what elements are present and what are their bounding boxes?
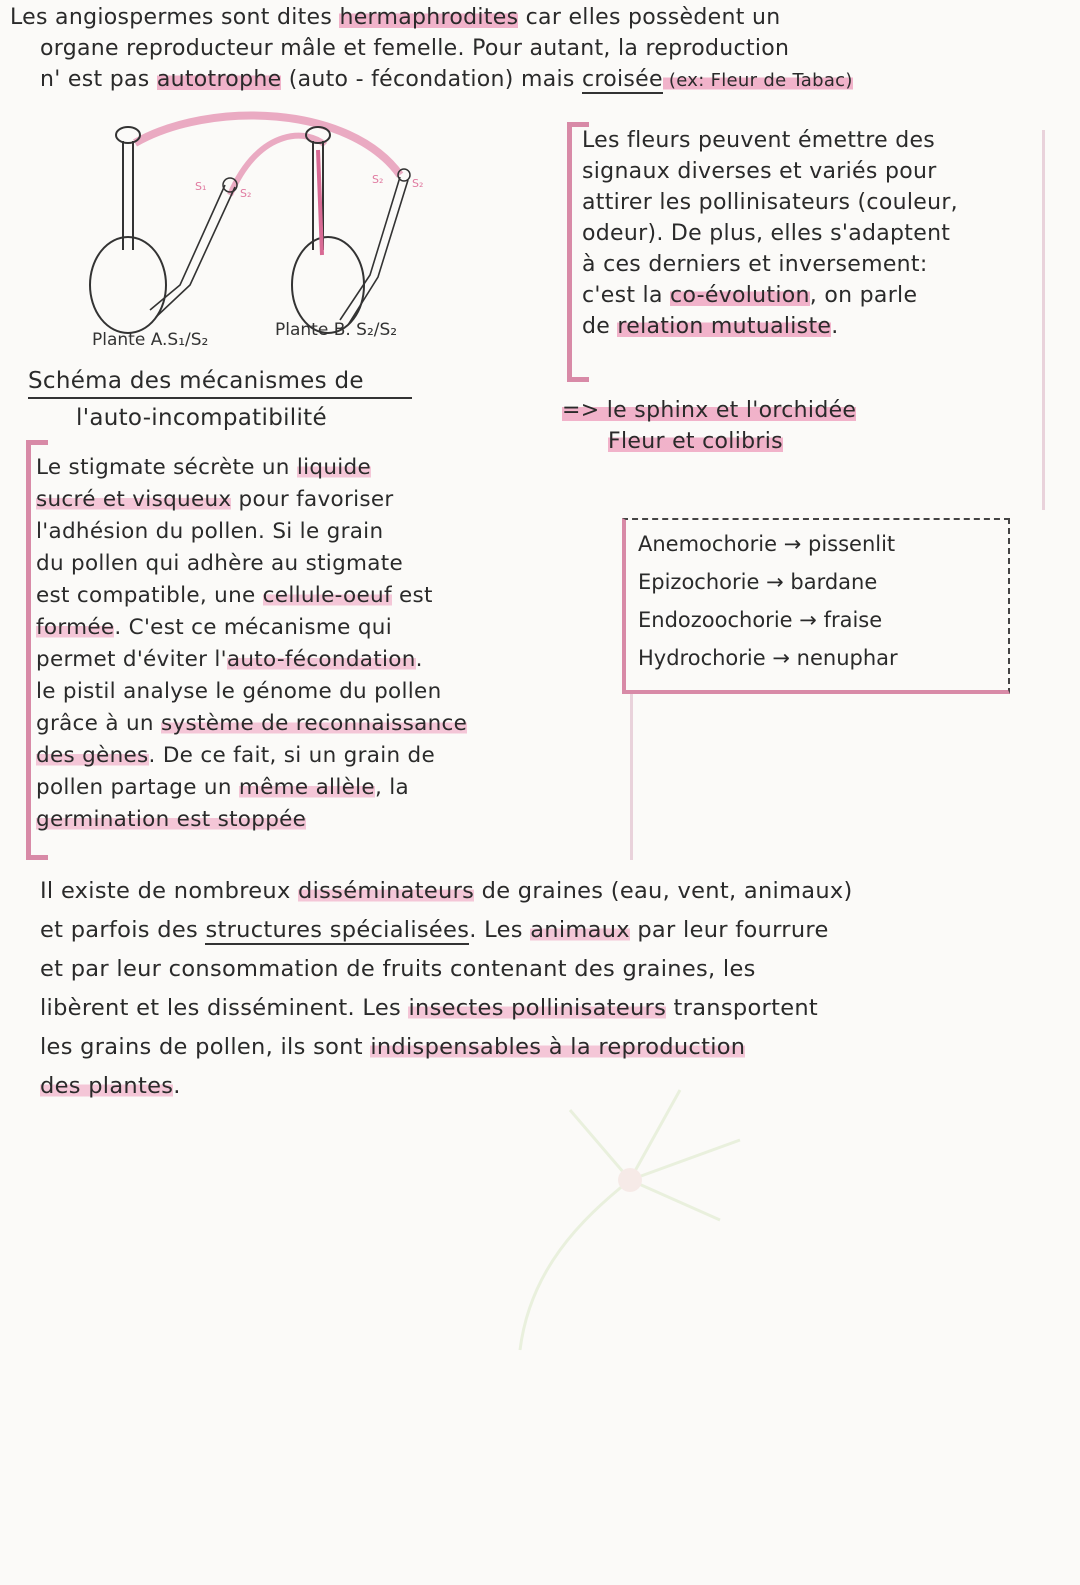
left-note-line	[36, 644, 596, 676]
allele-label: S₂	[372, 173, 384, 186]
left-note-text: pour favoriser	[231, 487, 394, 512]
intro-text: car elles possèdent un	[518, 5, 781, 30]
left-note-text: . C'est ce mécanisme qui	[114, 615, 392, 640]
bottom-line: et par leur consommation de fruits contenant des graines, les	[40, 956, 756, 982]
allele-label: S₂	[412, 177, 424, 190]
bottom-highlight: des plantes	[40, 1073, 174, 1099]
left-note-text: est	[391, 583, 433, 608]
left-note-highlight: même allèle	[238, 775, 375, 800]
arrow-icon: →	[783, 532, 802, 556]
dispersal-plant: bardane	[790, 570, 878, 594]
diagram-caption	[28, 366, 412, 434]
auto-incompatibility-diagram	[60, 105, 460, 345]
right-note	[582, 125, 1072, 342]
left-note-line	[36, 612, 596, 644]
right-note-line: attirer les pollinisateurs (couleur,	[582, 190, 958, 215]
right-note-line: odeur). De plus, elles s'adaptent	[582, 221, 951, 246]
left-note-line: l'adhésion du pollen. Si le grain	[36, 519, 384, 544]
bottom-text: par leur fourrure	[629, 917, 829, 943]
dispersal-plant: nenuphar	[796, 646, 898, 670]
intro-example: (ex: Fleur de Tabac)	[662, 70, 853, 91]
left-note	[36, 452, 596, 836]
example-line: Fleur et colibris	[608, 429, 783, 454]
left-note-bracket	[26, 440, 31, 860]
right-note-line	[582, 280, 1072, 311]
left-note-highlight: des gènes	[36, 743, 149, 768]
left-note-text: Le stigmate sécrète un	[36, 455, 297, 480]
bottom-highlight: indispensables à la reproduction	[370, 1034, 746, 1060]
left-note-text: . De ce fait, si un grain de	[148, 743, 435, 768]
bottom-text: et parfois des	[40, 917, 206, 943]
intro-highlight: hermaphrodites	[339, 5, 519, 30]
dispersal-type: Epizochorie	[638, 570, 760, 594]
right-note-text: .	[831, 314, 839, 339]
bottom-text: les grains de pollen, ils sont	[40, 1034, 371, 1060]
left-note-highlight: liquide	[296, 455, 372, 480]
intro-text: (auto - fécondation) mais	[281, 67, 582, 92]
left-note-line	[36, 772, 596, 804]
left-note-line	[36, 452, 596, 484]
dispersal-plant: pissenlit	[807, 532, 896, 556]
intro-paragraph	[10, 2, 1070, 96]
intro-underline: croisée	[581, 67, 663, 92]
arrow-icon: →	[766, 570, 784, 594]
allele-label: S₁	[195, 180, 207, 193]
left-note-text: pollen partage un	[36, 775, 239, 800]
left-note-text: est compatible, une	[36, 583, 263, 608]
left-note-line: le pistil analyse le génome du pollen	[36, 679, 442, 704]
left-note-line	[36, 580, 596, 612]
left-note-line	[36, 804, 596, 836]
bottom-text: transportent	[666, 995, 819, 1021]
right-note-text: de	[582, 314, 618, 339]
right-note-text: , on parle	[809, 283, 918, 308]
plant-a-label: Plante A.S₁/S₂	[92, 330, 209, 350]
left-note-highlight: germination est stoppée	[36, 807, 307, 832]
caption-line-2: l'auto-incompatibilité	[76, 405, 327, 431]
bottom-line	[40, 911, 1070, 950]
bottom-highlight: animaux	[530, 917, 630, 943]
seed-dispersal-box	[622, 518, 1010, 694]
bottom-underline: structures spécialisées	[205, 917, 470, 943]
left-note-highlight: cellule-oeuf	[262, 583, 392, 608]
intro-text: Les angiospermes sont dites	[10, 5, 340, 30]
left-note-text: permet d'éviter l'	[36, 647, 227, 672]
example-line: => le sphinx et l'orchidée	[562, 398, 857, 423]
intro-line-2	[40, 33, 1070, 64]
arrow-icon: →	[772, 646, 790, 670]
intro-highlight: autotrophe	[156, 67, 282, 92]
left-note-highlight: système de reconnaissance	[160, 711, 468, 736]
left-note-line	[36, 484, 596, 516]
intro-line-1	[10, 2, 1070, 33]
bottom-text: .	[173, 1073, 181, 1099]
plant-a-pistil	[90, 127, 166, 333]
bottom-highlight: insectes pollinisateurs	[408, 995, 667, 1021]
left-note-highlight: sucré et visqueux	[36, 487, 232, 512]
plant-b-pistil	[292, 127, 364, 333]
bottom-text: . Les	[469, 917, 531, 943]
left-note-text: .	[415, 647, 423, 672]
caption-line-1: Schéma des mécanismes de	[28, 366, 412, 399]
dispersal-row	[638, 608, 882, 632]
connector-line	[1042, 130, 1045, 510]
arrow-icon: →	[799, 608, 817, 632]
bottom-line	[40, 872, 1070, 911]
bottom-text: de graines (eau, vent, animaux)	[474, 878, 853, 904]
intro-text: n' est pas	[40, 67, 157, 92]
left-note-text: grâce à un	[36, 711, 161, 736]
intro-text: organe reproducteur mâle et femelle. Pour autant, la reproduction	[40, 36, 790, 61]
right-note-line: signaux diverses et variés pour	[582, 159, 937, 184]
left-note-line: du pollen qui adhère au stigmate	[36, 551, 403, 576]
right-note-line	[582, 311, 1072, 342]
right-note-bracket	[567, 122, 572, 382]
dispersal-plant: fraise	[823, 608, 883, 632]
bottom-highlight: disséminateurs	[298, 878, 475, 904]
bottom-text: libèrent et les disséminent. Les	[40, 995, 409, 1021]
right-note-text: c'est la	[582, 283, 671, 308]
left-note-highlight: formée	[36, 615, 115, 640]
plant-b-label: Plante B. S₂/S₂	[275, 320, 398, 340]
pollen-tube	[150, 185, 225, 310]
intro-line-3	[40, 64, 1070, 96]
connector-line	[630, 690, 633, 860]
dispersal-row	[638, 646, 898, 670]
left-note-line	[36, 708, 596, 740]
dispersal-type: Endozoochorie	[638, 608, 793, 632]
right-note-line: à ces derniers et inversement:	[582, 252, 928, 277]
examples	[562, 395, 856, 457]
pollen-tube	[348, 180, 408, 325]
pollen-tube	[340, 177, 400, 320]
bleed-through-sketch	[420, 1020, 840, 1380]
right-note-highlight: co-évolution	[670, 283, 810, 308]
dispersal-type: Anemochorie	[638, 532, 777, 556]
dispersal-row	[638, 532, 895, 556]
dispersal-type: Hydrochorie	[638, 646, 766, 670]
right-note-line: Les fleurs peuvent émettre des	[582, 128, 936, 153]
allele-label: S₂	[240, 187, 252, 200]
bottom-text: Il existe de nombreux	[40, 878, 299, 904]
right-note-highlight: relation mutualiste	[617, 314, 832, 339]
dispersal-row	[638, 570, 877, 594]
left-note-text: , la	[374, 775, 409, 800]
left-note-line	[36, 740, 596, 772]
left-note-highlight: auto-fécondation	[226, 647, 416, 672]
